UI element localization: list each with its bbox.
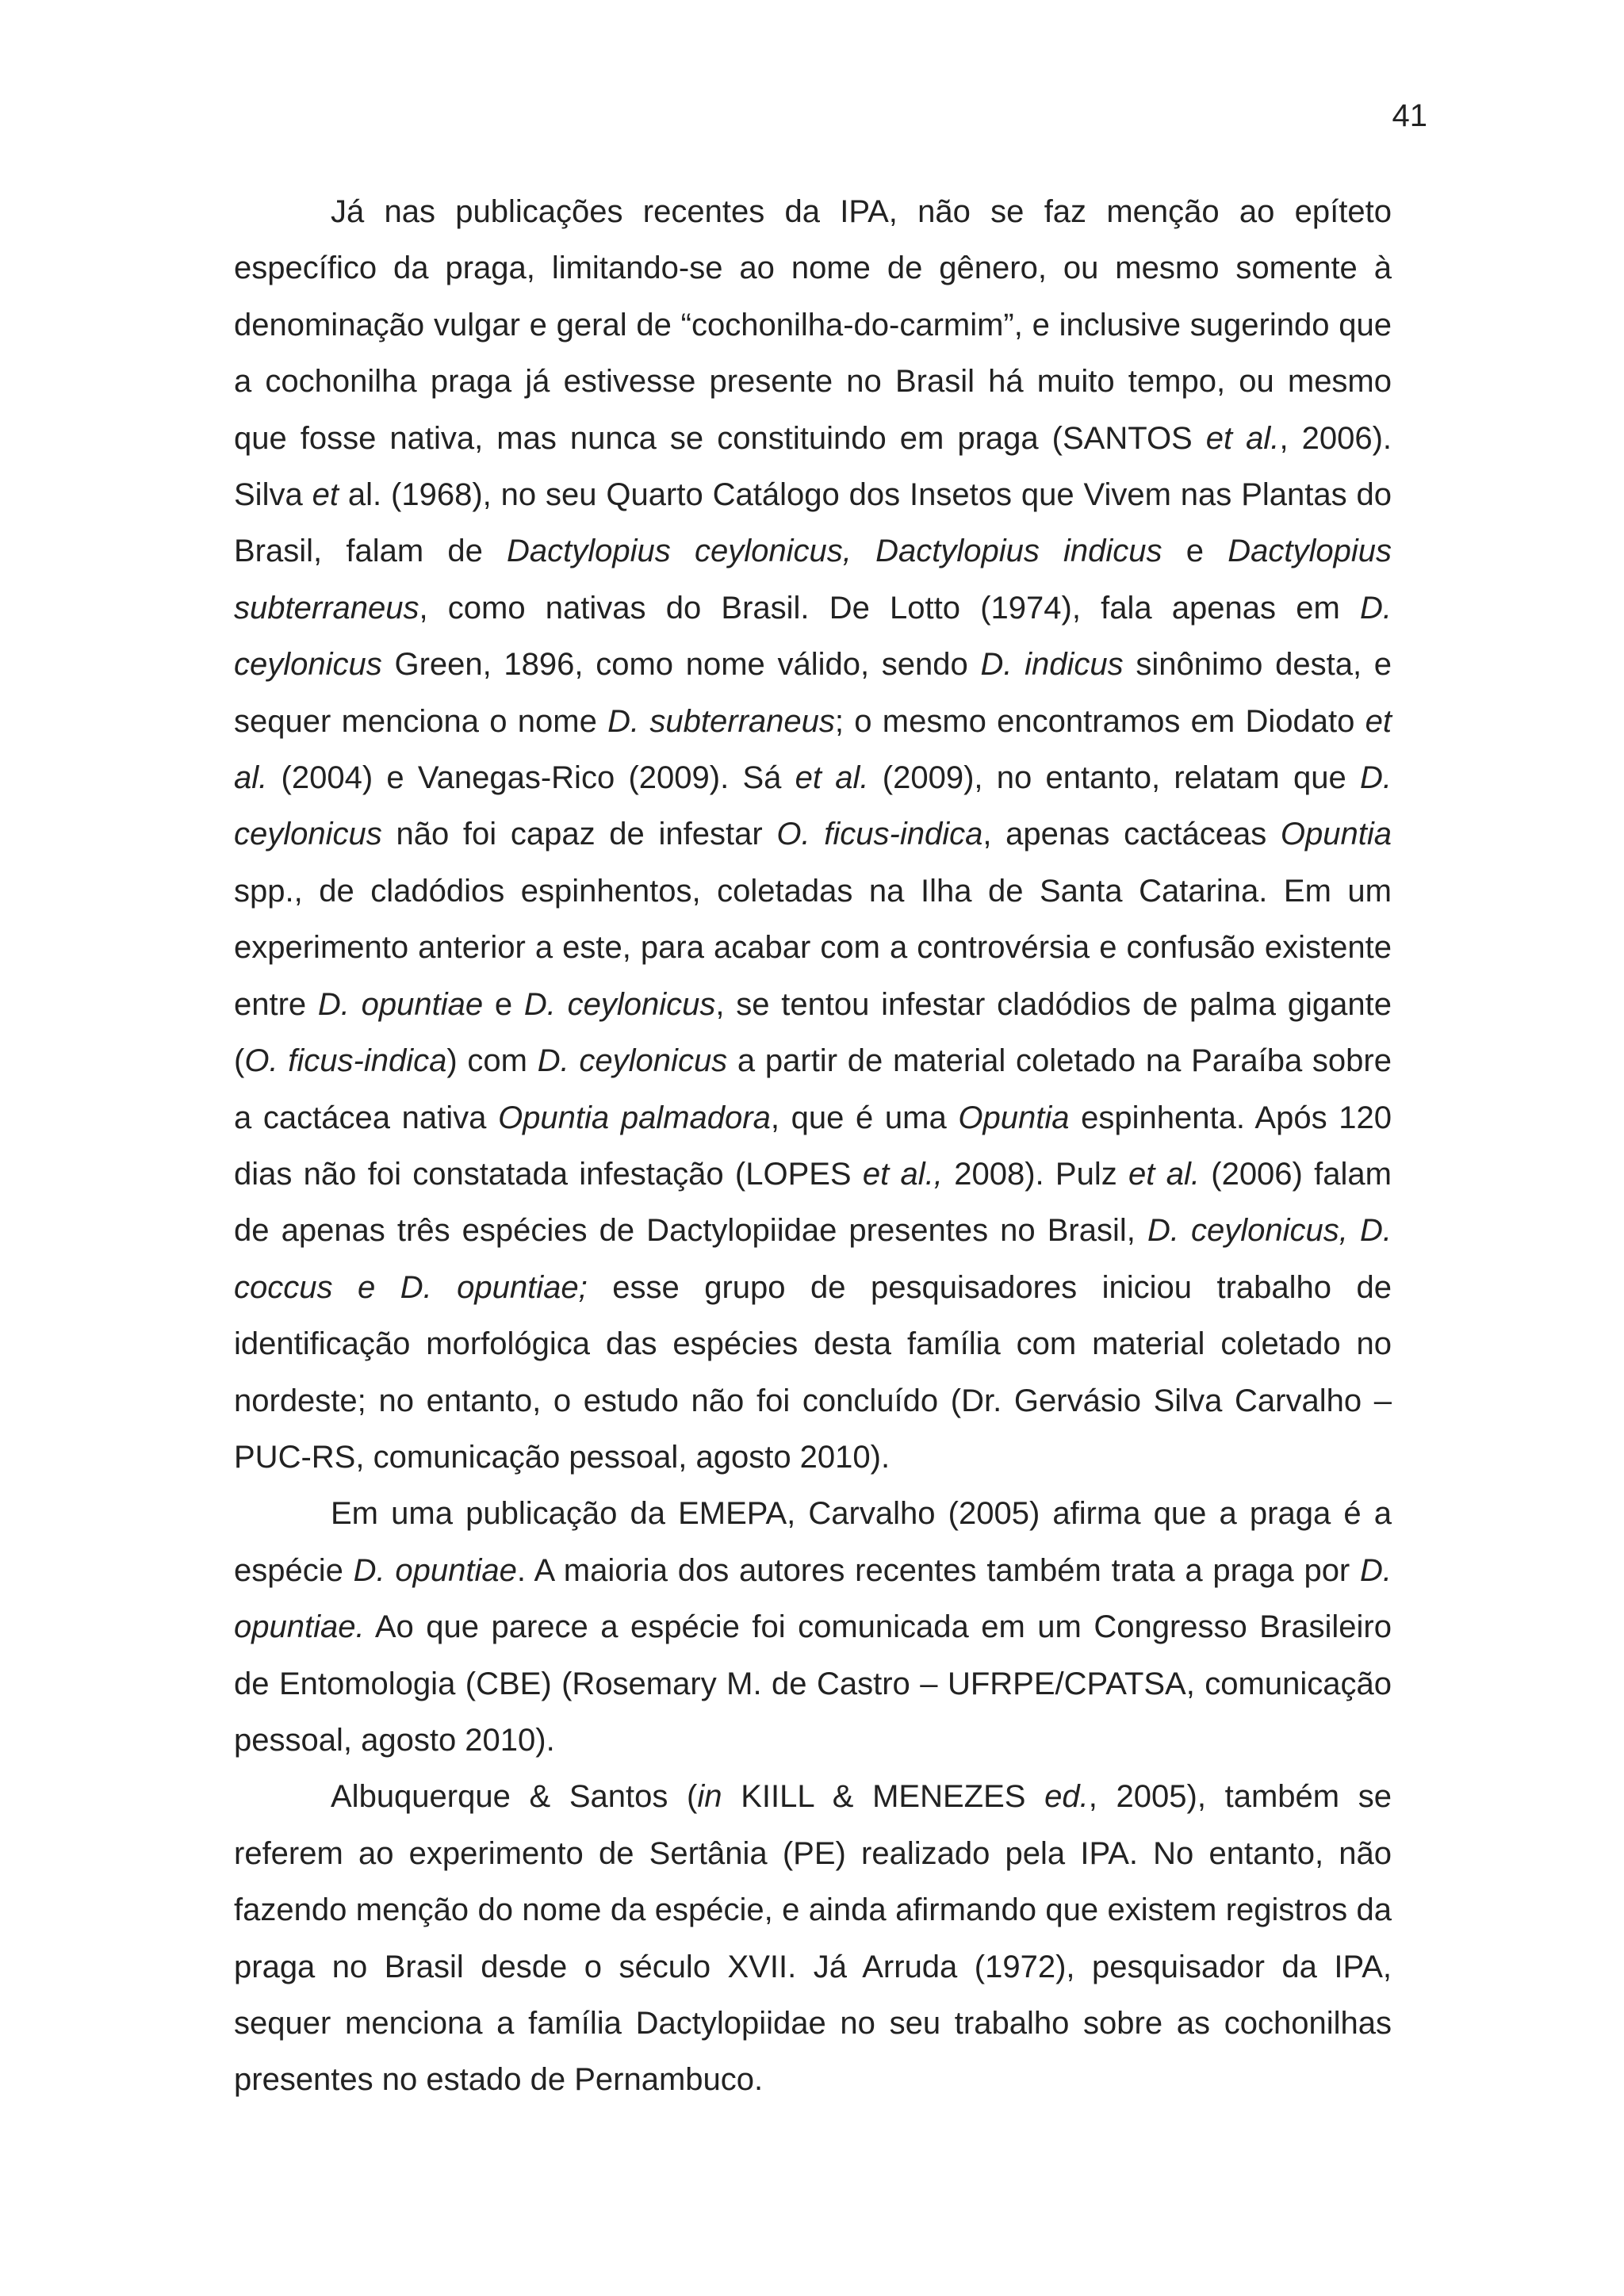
italic-text-run: Opuntia (958, 1100, 1070, 1135)
text-run: (2009), no entanto, relatam que (868, 760, 1361, 796)
text-run: Já nas publicações recentes da IPA, não se faz menção ao epíteto específico da praga, limitando-se ao nome de gênero, ou mesmo somente à denominação vulgar e geral de “cochonilha-do-carmim”, e inclusive sugerindo que a cochonilha praga já estivesse presente no Brasil há muito tempo, ou mesmo que fosse nativa, mas nunca se constituindo em praga (SANTOS (234, 194, 1392, 456)
italic-text-run: et al., (862, 1156, 943, 1192)
italic-text-run: Dactylopius subterraneus (234, 534, 1392, 626)
italic-text-run: et al. (795, 760, 869, 796)
text-run: Em uma publicação da EMEPA, Carvalho (2005) afirma que a praga é a espécie (234, 1496, 1392, 1588)
italic-text-run: O. ficus-indica (776, 817, 983, 852)
italic-text-run: et al. (234, 703, 1392, 796)
text-run: Ao que parece a espécie foi comunicada em um Congresso Brasileiro de Entomologia (CBE) (Rosemary M. de Castro – UFRPE/CPATSA, comunicação pessoal, agosto 2010). (234, 1609, 1392, 1758)
italic-text-run: D. subterraneus (607, 703, 835, 739)
text-run: al. (1968), no seu Quarto Catálogo dos Insetos que Vivem nas Plantas do Brasil, falam de (234, 477, 1392, 569)
italic-text-run: Dactylopius ceylonicus, Dactylopius indicus (507, 534, 1162, 569)
italic-text-run: D. ceylonicus, D. coccus e D. opuntiae; (234, 1213, 1392, 1305)
text-run: sinônimo desta, e sequer menciona o nome (234, 647, 1392, 739)
italic-text-run: ed. (1044, 1779, 1089, 1815)
text-run: e (483, 986, 524, 1022)
text-run: espinhenta. Após 120 dias não foi constatada infestação (LOPES (234, 1100, 1392, 1192)
italic-text-run: D. opuntiae (317, 986, 484, 1022)
text-run: ) com (446, 1043, 538, 1079)
italic-text-run: et al. (1205, 420, 1280, 456)
paragraph (234, 184, 1392, 1486)
text-run: Albuquerque & Santos ( (331, 1779, 698, 1815)
text-run: , 2005), também se referem ao experimento de Sertânia (PE) realizado pela IPA. No entanto, não fazendo menção do nome da espécie, e ainda afirmando que existem registros da praga no Brasil desde o século XVII. Já Arruda (1972), pesquisador da IPA, sequer menciona a família Dactylopiidae no seu trabalho sobre as cochonilhas presentes no estado de Pernambuco. (234, 1779, 1392, 2098)
paragraph (234, 1769, 1392, 2108)
italic-text-run: O. ficus-indica (244, 1043, 447, 1079)
text-run: . A maioria dos autores recentes também trata a praga por (516, 1552, 1361, 1588)
text-run: , como nativas do Brasil. De Lotto (1974), fala apenas em (419, 590, 1360, 626)
italic-text-run: D. ceylonicus (523, 986, 716, 1022)
text-run: , que é uma (770, 1100, 959, 1135)
text-run: 2008). Pulz (942, 1156, 1129, 1192)
page-number: 41 (1392, 98, 1427, 133)
text-run: spp., de cladódios espinhentos, coletadas na Ilha de Santa Catarina. Em um experimento anterior a este, para acabar com a controvérsia e confusão existente entre (234, 873, 1392, 1022)
text-run: não foi capaz de infestar (381, 817, 777, 852)
text-run: a partir de material coletado na Paraíba sobre a cactácea nativa (234, 1043, 1392, 1135)
italic-text-run: D. opuntiae. (234, 1552, 1392, 1645)
italic-text-run: in (697, 1779, 722, 1815)
italic-text-run: D. ceylonicus (234, 760, 1392, 852)
italic-text-run: D. opuntiae (353, 1552, 517, 1588)
italic-text-run: D. indicus (980, 647, 1124, 683)
text-run: (2004) e Vanegas-Rico (2009). Sá (267, 760, 795, 796)
text-run: , se tentou infestar cladódios de palma gigante ( (234, 986, 1392, 1079)
body-text (234, 184, 1392, 2109)
text-run: Green, 1896, como nome válido, sendo (381, 647, 981, 683)
italic-text-run: D. ceylonicus (234, 590, 1392, 683)
text-run: , apenas cactáceas (982, 817, 1281, 852)
text-run: ; o mesmo encontramos em Diodato (834, 703, 1365, 739)
italic-text-run: et al. (1128, 1156, 1200, 1192)
text-run: esse grupo de pesquisadores iniciou trabalho de identificação morfológica das espécies desta família com material coletado no nordeste; no entanto, o estudo não foi concluído (Dr. Gervásio Silva Carvalho – PUC-RS, comunicação pessoal, agosto 2010). (234, 1269, 1392, 1475)
italic-text-run: D. ceylonicus (537, 1043, 728, 1079)
text-run: e (1162, 534, 1228, 569)
text-run: (2006) falam de apenas três espécies de Dactylopiidae presentes no Brasil, (234, 1156, 1392, 1249)
paragraph (234, 1486, 1392, 1769)
text-run: , 2006). Silva (234, 420, 1392, 513)
italic-text-run: Opuntia (1280, 817, 1392, 852)
italic-text-run: et (312, 477, 339, 513)
text-run: KIILL & MENEZES (722, 1779, 1045, 1815)
italic-text-run: Opuntia palmadora (498, 1100, 771, 1135)
